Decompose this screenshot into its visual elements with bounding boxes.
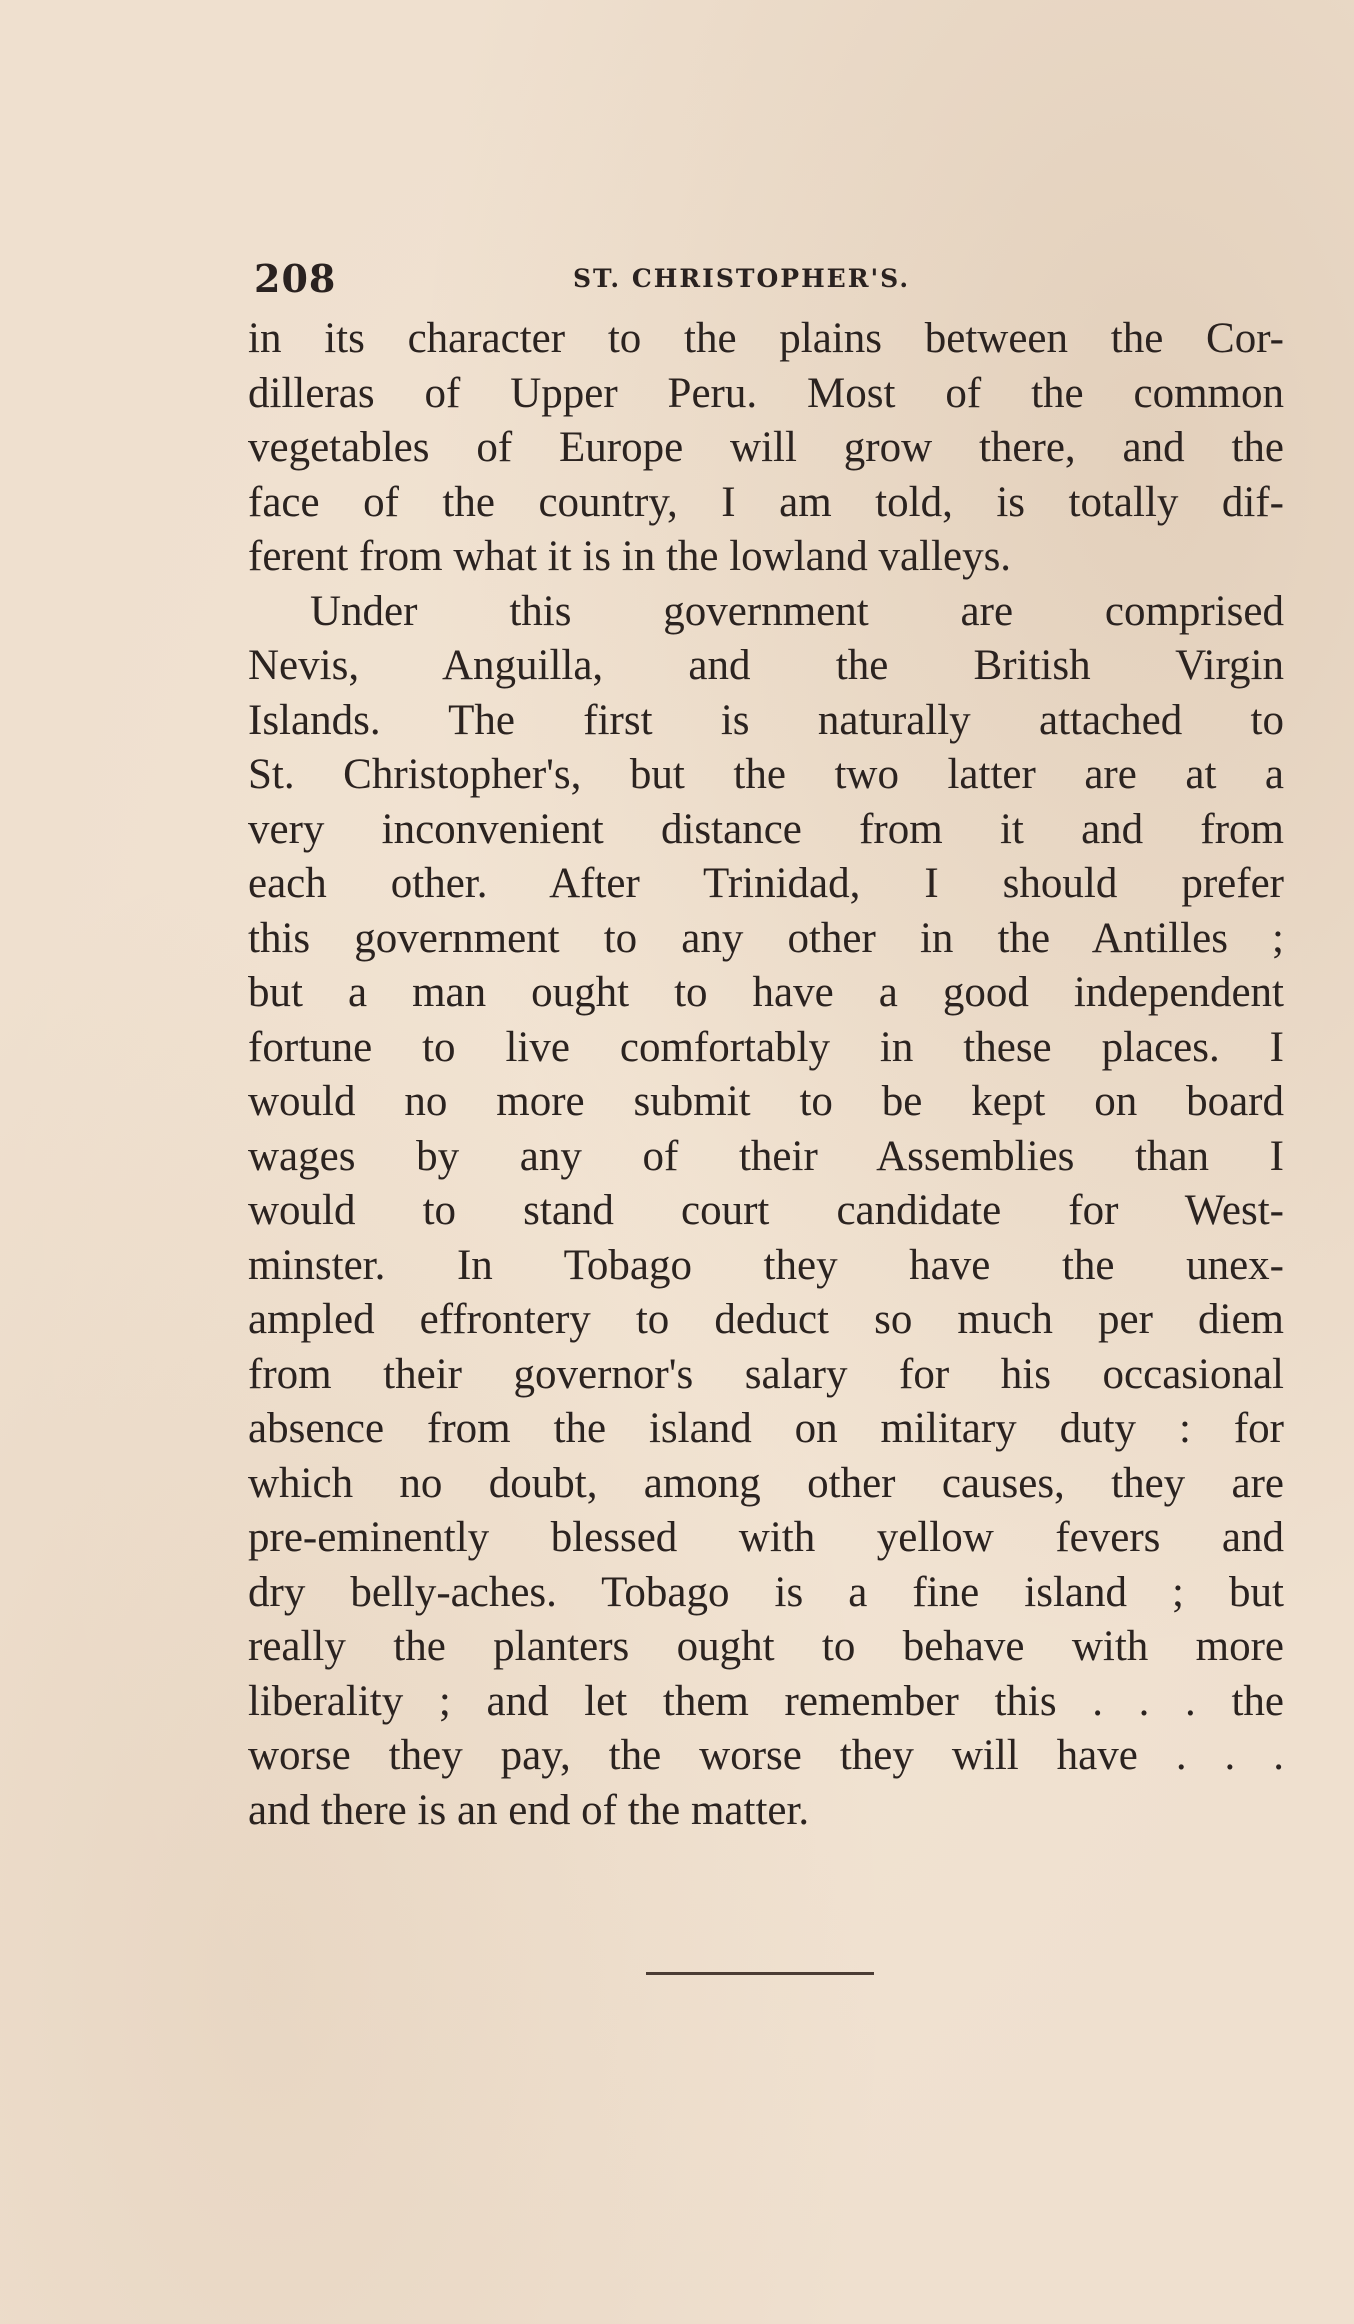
- text-line: would to stand court candidate for West-: [248, 1187, 1284, 1234]
- running-title: ST. CHRISTOPHER'S.: [573, 264, 911, 293]
- text-line: each other. After Trinidad, I should prefer: [248, 860, 1284, 907]
- text-line: ampled effrontery to deduct so much per diem: [248, 1296, 1284, 1343]
- text-line: absence from the island on military duty : for: [248, 1405, 1284, 1452]
- text-line: Nevis, Anguilla, and the British Virgin: [248, 642, 1284, 689]
- text-line: liberality ; and let them remember this . . . the: [248, 1677, 1284, 1725]
- text-line: pre-eminently blessed with yellow fevers and: [248, 1514, 1284, 1561]
- text-line: this government to any other in the Antilles ;: [248, 914, 1284, 962]
- text-line: worse they pay, the worse they will have . . .: [248, 1732, 1284, 1779]
- text-line: would no more submit to be kept on board: [248, 1078, 1284, 1125]
- text-line: St. Christopher's, but the two latter are at a: [248, 751, 1284, 798]
- book-page: [248, 250, 1284, 1838]
- text-line: face of the country, I am told, is totally dif-: [248, 478, 1284, 526]
- text-line: really the planters ought to behave with more: [248, 1623, 1284, 1670]
- text-line: which no doubt, among other causes, they are: [248, 1459, 1284, 1507]
- text-line: fortune to live comfortably in these places. I: [248, 1023, 1284, 1071]
- text-line: and there is an end of the matter.: [248, 1786, 810, 1834]
- text-line: wages by any of their Assemblies than I: [248, 1132, 1284, 1180]
- text-line: from their governor's salary for his occasional: [248, 1350, 1284, 1398]
- body-text: [248, 312, 1284, 1838]
- paragraph-first-line: Under this government are comprised: [310, 587, 1284, 635]
- text-line: dilleras of Upper Peru. Most of the common: [248, 369, 1284, 417]
- text-line: Islands. The first is naturally attached to: [248, 696, 1284, 744]
- running-head: [248, 250, 1284, 312]
- text-line: dry belly-aches. Tobago is a fine island ; but: [248, 1568, 1284, 1616]
- text-line: very inconvenient distance from it and from: [248, 805, 1284, 853]
- section-divider-rule: [646, 1972, 874, 1975]
- text-line: vegetables of Europe will grow there, and the: [248, 424, 1284, 471]
- text-line: minster. In Tobago they have the unex-: [248, 1241, 1284, 1289]
- text-line: ferent from what it is in the lowland valleys.: [248, 533, 1012, 580]
- text-line: in its character to the plains between the Cor-: [248, 315, 1284, 362]
- text-line: but a man ought to have a good independent: [248, 969, 1284, 1016]
- page-number: 208: [254, 256, 337, 301]
